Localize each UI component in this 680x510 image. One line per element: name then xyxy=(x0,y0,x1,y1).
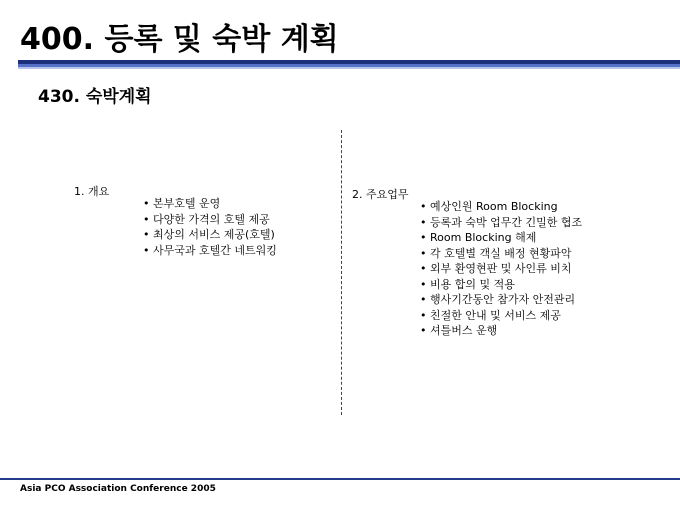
list-item: • 최상의 서비스 제공(호텔) xyxy=(143,227,277,243)
tasks-list xyxy=(420,199,582,339)
list-item: • 사무국과 호텔간 네트워킹 xyxy=(143,243,277,259)
footer-divider xyxy=(0,478,680,480)
overview-list xyxy=(143,196,277,258)
overview-heading: 1. 개요 xyxy=(74,185,110,198)
list-item: • 행사기간동안 참가자 안전관리 xyxy=(420,292,582,308)
tasks-heading: 2. 주요업무 xyxy=(352,188,409,201)
list-item: • 예상인원 Room Blocking xyxy=(420,199,582,215)
section-subtitle: 430. 숙박계획 xyxy=(38,87,152,107)
page-title: 400. 등록 및 숙박 계획 xyxy=(20,22,339,57)
list-item: • Room Blocking 해제 xyxy=(420,230,582,246)
list-item: • 친절한 안내 및 서비스 제공 xyxy=(420,308,582,324)
list-item: • 본부호텔 운영 xyxy=(143,196,277,212)
list-item: • 외부 환영현판 및 사인류 비치 xyxy=(420,261,582,277)
list-item: • 셔틀버스 운행 xyxy=(420,323,582,339)
list-item: • 다양한 가격의 호텔 제공 xyxy=(143,212,277,228)
list-item: • 비용 합의 및 적용 xyxy=(420,277,582,293)
list-item: • 각 호텔별 객실 배정 현황파악 xyxy=(420,246,582,262)
column-divider xyxy=(341,130,342,415)
list-item: • 등록과 숙박 업무간 긴밀한 협조 xyxy=(420,215,582,231)
footer-text: Asia PCO Association Conference 2005 xyxy=(20,484,216,494)
title-underline-light xyxy=(18,67,680,69)
